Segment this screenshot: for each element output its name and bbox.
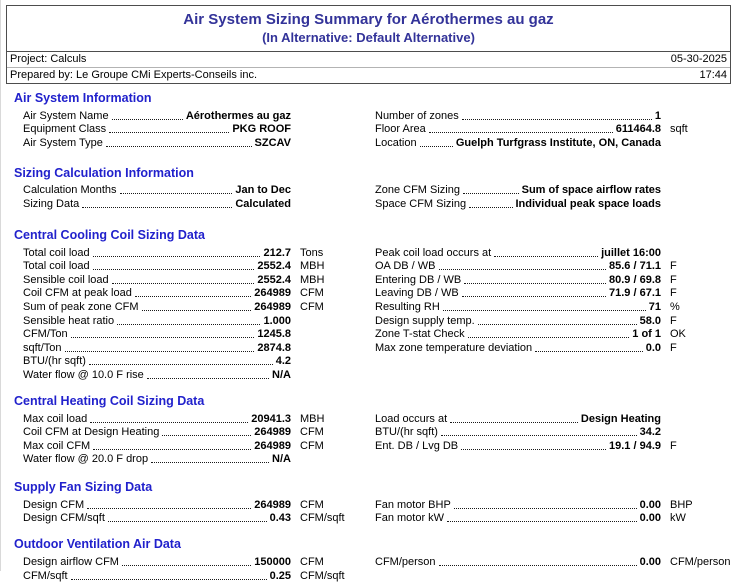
row-value: 1 [654,109,661,122]
data-row [375,412,731,426]
section-columns [23,555,731,582]
row-value: 19.1 / 94.9 [609,439,661,452]
row-label: Total coil load [23,260,90,273]
row-value: N/A [272,453,291,466]
dotted-leader [117,324,260,325]
row-label: Max coil load [23,412,88,425]
row-value: 4.2 [275,355,291,368]
row-unit: BHP [670,498,693,511]
left-column [23,498,361,525]
dotted-leader [120,193,233,194]
row-label: CFM/person [375,556,436,569]
report-title: Air System Sizing Summary for Aérothermes au gaz [183,11,554,28]
data-row [375,314,731,328]
data-row [375,439,731,453]
report-header [6,5,731,84]
row-label: Floor Area [375,123,426,136]
data-row [375,341,731,355]
dotted-leader [461,449,606,450]
section [9,166,731,211]
row-label: Space CFM Sizing [375,197,467,210]
row-label: Sum of peak zone CFM [23,300,139,313]
row-unit: % [670,300,680,313]
row-unit: CFM/person [670,556,731,569]
row-unit: CFM/sqft [300,569,345,582]
row-label: CFM/sqft [23,569,68,582]
dotted-leader [469,207,512,208]
section-heading: Central Cooling Coil Sizing Data [14,227,205,242]
row-unit: CFM [300,439,324,452]
row-value: Calculated [235,197,291,210]
dotted-leader [93,269,255,270]
row-label: CFM/Ton [23,328,68,341]
row-value: 85.6 / 71.1 [609,260,661,273]
row-value: 80.9 / 69.8 [609,273,661,286]
data-row [375,426,731,440]
section-columns [23,246,731,382]
section-columns [23,109,731,150]
row-value: 0.00 [639,498,661,511]
row-value: Design Heating [580,412,661,425]
row-value: 0.00 [639,512,661,525]
row-label: BTU/(hr sqft) [375,426,438,439]
row-label: Design supply temp. [375,314,475,327]
dotted-leader [447,521,637,522]
row-label: OA DB / WB [375,260,436,273]
row-value: SZCAV [254,136,291,149]
row-unit: kW [670,512,686,525]
dotted-leader [87,508,251,509]
project-row [7,52,730,68]
row-label: BTU/(hr sqft) [23,355,86,368]
row-value: 2874.8 [257,341,291,354]
row-value: 264989 [254,439,291,452]
dotted-leader [112,283,255,284]
data-row [375,184,731,198]
data-row [23,287,361,301]
dotted-leader [71,337,255,338]
data-row [375,555,731,569]
data-row [23,368,361,382]
dotted-leader [462,119,652,120]
dotted-leader [450,422,578,423]
dotted-leader [441,435,637,436]
row-label: Entering DB / WB [375,273,462,286]
right-column [375,246,731,382]
dotted-leader [454,508,637,509]
data-row [23,512,361,526]
row-value: 264989 [254,498,291,511]
dotted-leader [463,193,519,194]
data-row [375,136,731,150]
dotted-leader [106,146,252,147]
left-column [23,109,361,150]
right-column [375,109,731,150]
data-row [23,412,361,426]
prepared-by-label: Prepared by: Le Groupe CMi Experts-Conseils inc. [10,69,257,81]
row-unit: MBH [300,260,325,273]
data-row [23,246,361,260]
row-value: 2552.4 [257,273,291,286]
row-label: Max coil CFM [23,439,91,452]
right-column [375,412,731,466]
section [9,537,731,582]
row-unit: F [670,341,677,354]
row-unit: OK [670,328,686,341]
report-time: 17:44 [699,69,727,81]
section-heading: Supply Fan Sizing Data [14,480,153,495]
section-heading: Sizing Calculation Information [14,165,194,180]
data-row [375,328,731,342]
row-label: Sizing Data [23,197,80,210]
dotted-leader [162,435,251,436]
row-value: 264989 [254,426,291,439]
data-row [23,314,361,328]
row-value: Sum of space airflow rates [521,184,661,197]
dotted-leader [89,364,273,365]
data-row [23,328,361,342]
row-unit: MBH [300,273,325,286]
report-date: 05-30-2025 [670,53,727,65]
row-label: Air System Name [23,109,109,122]
dotted-leader [82,207,232,208]
row-label: Coil CFM at peak load [23,287,132,300]
dotted-leader [71,579,267,580]
row-label: Air System Type [23,136,103,149]
dotted-leader [93,449,251,450]
row-value: 1 of 1 [632,328,661,341]
row-unit: CFM [300,287,324,300]
row-unit: CFM [300,556,324,569]
dotted-leader [439,565,637,566]
right-column [375,184,731,211]
dotted-leader [135,296,251,297]
row-value: 71.9 / 67.1 [609,287,661,300]
section [9,228,731,382]
data-row [375,109,731,123]
report-body [6,91,731,583]
row-label: Sensible coil load [23,273,109,286]
data-row [23,109,361,123]
row-label: Peak coil load occurs at [375,246,492,259]
dotted-leader [151,462,269,463]
data-row [23,136,361,150]
data-row [23,184,361,198]
row-value: Jan to Dec [235,184,291,197]
left-column [23,184,361,211]
data-row [375,287,731,301]
dotted-leader [462,296,606,297]
data-row [375,498,731,512]
data-row [23,355,361,369]
right-column [375,555,731,582]
row-label: Water flow @ 10.0 F rise [23,368,144,381]
row-unit: Tons [300,246,324,259]
report-page [1,0,735,583]
dotted-leader [93,256,261,257]
left-column [23,246,361,382]
data-row [375,512,731,526]
project-label: Project: Calculs [10,53,87,65]
row-unit: F [670,273,677,286]
row-label: Resulting RH [375,300,440,313]
data-row [23,498,361,512]
data-row [23,197,361,211]
row-label: Coil CFM at Design Heating [23,426,160,439]
dotted-leader [535,351,643,352]
row-value: 264989 [254,300,291,313]
row-label: Total coil load [23,246,90,259]
row-value: 34.2 [639,426,661,439]
row-unit: F [670,439,677,452]
dotted-leader [108,521,267,522]
data-row [23,453,361,467]
section-columns [23,498,731,525]
dotted-leader [468,337,630,338]
data-row [375,123,731,137]
row-value: juillet 16:00 [601,246,661,259]
row-value: 0.0 [645,341,661,354]
row-value: 212.7 [263,246,291,259]
row-value: Aérothermes au gaz [185,109,291,122]
row-unit: F [670,287,677,300]
row-label: Number of zones [375,109,459,122]
data-row [375,300,731,314]
report-title-box [7,6,730,52]
dotted-leader [464,283,606,284]
dotted-leader [65,351,255,352]
dotted-leader [90,422,248,423]
row-unit: F [670,314,677,327]
report-subtitle: (In Alternative: Default Alternative) [262,30,475,45]
row-label: Zone CFM Sizing [375,184,460,197]
dotted-leader [494,256,598,257]
row-label: Equipment Class [23,123,107,136]
row-unit: CFM [300,300,324,313]
row-label: Location [375,136,417,149]
dotted-leader [443,310,646,311]
row-unit: F [670,260,677,273]
left-column [23,412,361,466]
row-label: Water flow @ 20.0 F drop [23,453,149,466]
right-column [375,498,731,525]
dotted-leader [429,132,613,133]
data-row [23,439,361,453]
row-label: Load occurs at [375,412,448,425]
dotted-leader [122,565,251,566]
data-row [23,123,361,137]
dotted-leader [478,324,637,325]
dotted-leader [147,378,269,379]
data-row [23,273,361,287]
section-columns [23,412,731,466]
row-label: Max zone temperature deviation [375,341,533,354]
dotted-leader [112,119,183,120]
row-value: 0.25 [269,569,291,582]
row-unit: CFM [300,426,324,439]
row-label: Design CFM/sqft [23,512,105,525]
row-value: Individual peak space loads [515,197,661,210]
row-value: 150000 [254,556,291,569]
row-unit: CFM/sqft [300,512,345,525]
row-value: N/A [272,368,291,381]
row-unit: CFM [300,498,324,511]
row-unit: MBH [300,412,325,425]
dotted-leader [142,310,252,311]
row-value: 611464.8 [615,123,661,136]
section [9,480,731,525]
row-value: 1.000 [263,314,291,327]
row-label: Design CFM [23,498,85,511]
data-row [23,341,361,355]
data-row [375,197,731,211]
data-row [375,246,731,260]
row-value: 71 [648,300,661,313]
section [9,91,731,150]
row-value: 264989 [254,287,291,300]
data-row [23,569,361,583]
dotted-leader [439,269,606,270]
row-value: Guelph Turfgrass Institute, ON, Canada [455,136,661,149]
data-row [23,300,361,314]
data-row [23,426,361,440]
row-value: PKG ROOF [232,123,291,136]
row-unit: sqft [670,123,688,136]
prepared-by-row [7,68,730,83]
dotted-leader [109,132,229,133]
row-value: 58.0 [639,314,661,327]
section-heading: Air System Information [14,91,152,105]
row-label: Sensible heat ratio [23,314,115,327]
row-value: 0.43 [269,512,291,525]
left-column [23,555,361,582]
row-label: sqft/Ton [23,341,62,354]
section-columns [23,184,731,211]
row-label: Design airflow CFM [23,556,119,569]
row-value: 2552.4 [257,260,291,273]
row-label: Leaving DB / WB [375,287,459,300]
section [9,394,731,466]
section-heading: Outdoor Ventilation Air Data [14,537,181,552]
row-label: Ent. DB / Lvg DB [375,439,459,452]
row-label: Zone T-stat Check [375,328,465,341]
dotted-leader [420,146,453,147]
row-value: 20941.3 [251,412,291,425]
row-label: Fan motor BHP [375,498,451,511]
row-label: Calculation Months [23,184,117,197]
section-heading: Central Heating Coil Sizing Data [14,393,205,408]
data-row [375,273,731,287]
data-row [23,555,361,569]
row-value: 0.00 [639,556,661,569]
data-row [23,260,361,274]
data-row [375,260,731,274]
row-label: Fan motor kW [375,512,445,525]
row-value: 1245.8 [257,328,291,341]
